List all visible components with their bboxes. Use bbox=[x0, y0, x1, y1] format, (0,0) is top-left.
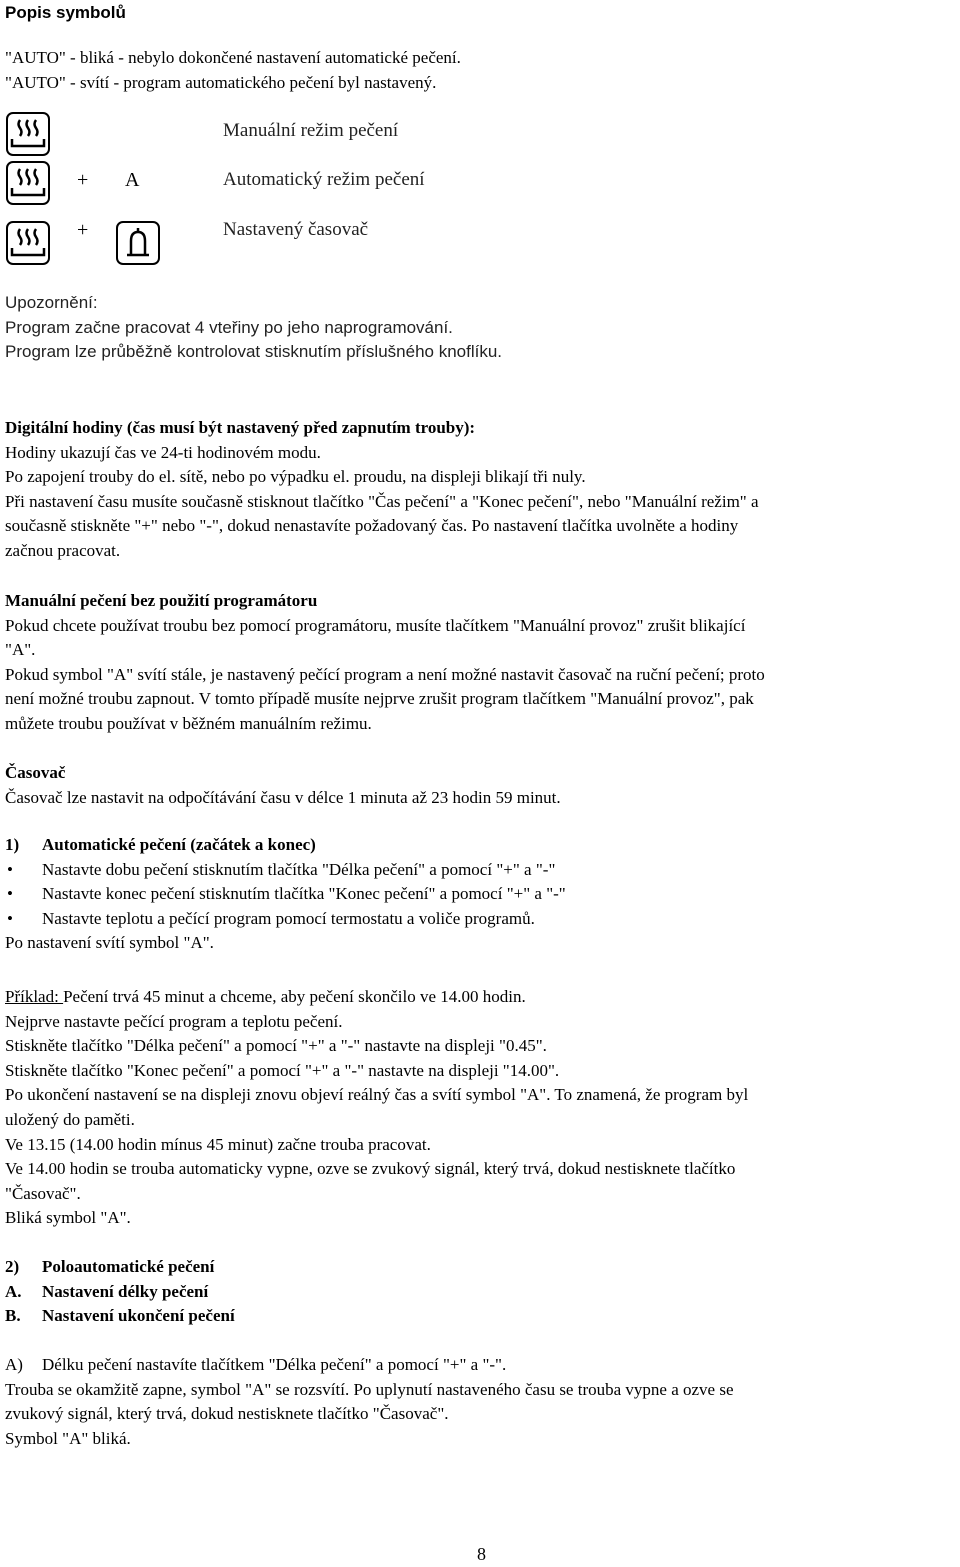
item-label: A) bbox=[5, 1355, 23, 1374]
example-text: Pečení trvá 45 minut a chceme, aby pečení skončilo ve 14.00 hodin. bbox=[63, 987, 526, 1006]
list-item-text: Nastavte teplotu a pečící program pomocí termostatu a voliče programů. bbox=[42, 908, 535, 928]
auto-note-line: "AUTO" - svítí - program automatického pečení byl nastavený. bbox=[5, 72, 437, 92]
timer-line: Časovač lze nastavit na odpočítávání času v délce 1 minuta až 23 hodin 59 minut. bbox=[5, 787, 561, 807]
manual-line: není možné troubu zapnout. V tomto případě musíte nejprve zrušit program tlačítkem "Manuální provoz", pak bbox=[5, 689, 754, 709]
example-section bbox=[5, 985, 748, 1231]
manual-heading: Manuální pečení bez použití programátoru bbox=[5, 591, 318, 610]
auto-after-text: Po nastavení svítí symbol "A". bbox=[5, 933, 214, 953]
list-item bbox=[5, 858, 955, 883]
oven-heat-icon bbox=[5, 111, 51, 157]
semi-heading bbox=[5, 1255, 605, 1280]
oven-heat-icon bbox=[5, 220, 51, 266]
auto-section bbox=[5, 833, 955, 956]
symbol-label: Automatický režim pečení bbox=[223, 169, 425, 190]
semi-headings bbox=[5, 1255, 605, 1329]
item-text: Délku pečení nastavíte tlačítkem "Délka pečení" a pomocí "+" a "-". bbox=[42, 1355, 507, 1374]
example-line: Bliká symbol "A". bbox=[5, 1208, 131, 1228]
clock-heading: Digitální hodiny (čas musí být nastavený před zapnutím trouby): bbox=[5, 418, 476, 437]
clock-line: současně stiskněte "+" nebo "-", dokud nenastavíte požadovaný čas. Po nastavení tlačítka uvolněte a hodiny bbox=[5, 516, 739, 536]
manual-line: můžete troubu používat v běžném manuálním režimu. bbox=[5, 713, 372, 733]
section-number: A. bbox=[5, 1281, 22, 1301]
plus-sign: + bbox=[77, 219, 89, 241]
page-number: 8 bbox=[477, 1544, 486, 1564]
clock-section bbox=[5, 416, 759, 564]
bullet: • bbox=[7, 859, 13, 879]
symbol-label: Nastavený časovač bbox=[223, 219, 369, 240]
section-title: Nastavení délky pečení bbox=[42, 1281, 209, 1301]
list-item-text: Nastavte konec pečení stisknutím tlačítka "Konec pečení" a pomocí "+" a "-" bbox=[42, 884, 566, 904]
semi-text bbox=[5, 1353, 955, 1451]
symbol-label: Manuální režim pečení bbox=[223, 120, 399, 141]
bullet: • bbox=[7, 908, 13, 928]
symbol-row-auto bbox=[5, 160, 605, 210]
example-line: Ve 13.15 (14.00 hodin mínus 45 minut) začne trouba pracovat. bbox=[5, 1134, 431, 1154]
semi-a-line bbox=[5, 1353, 955, 1378]
semi-heading bbox=[5, 1304, 605, 1329]
manual-line: Pokud chcete používat troubu bez pomocí programátoru, musíte tlačítkem "Manuální provoz" zrušit blikající bbox=[5, 615, 746, 635]
plus-sign: + bbox=[77, 169, 89, 191]
clock-line: začnou pracovat. bbox=[5, 540, 121, 560]
manual-line: "A". bbox=[5, 640, 36, 660]
timer-heading: Časovač bbox=[5, 763, 66, 782]
list-item bbox=[5, 907, 955, 932]
section-number: 2) bbox=[5, 1257, 20, 1276]
list-item bbox=[5, 882, 955, 907]
bell-icon bbox=[115, 220, 161, 266]
example-line: Stiskněte tlačítko "Délka pečení" a pomocí "+" a "-" nastavte na displeji "0.45". bbox=[5, 1036, 547, 1056]
timer-section bbox=[5, 761, 561, 810]
semi-line: Trouba se okamžitě zapne, symbol "A" se rozsvítí. Po uplynutí nastaveného času se trouba vypne a ozve se bbox=[5, 1379, 734, 1399]
semi-line: zvukový signál, který trvá, dokud nestisknete tlačítko "Časovač". bbox=[5, 1404, 449, 1424]
example-line: Ve 14.00 hodin se trouba automaticky vypne, ozve se zvukový signál, který trvá, dokud nestisknete tlačítko bbox=[5, 1159, 736, 1179]
example-line: Nejprve nastavte pečící program a teplotu pečení. bbox=[5, 1011, 343, 1031]
list-item-text: Nastavte dobu pečení stisknutím tlačítka "Délka pečení" a pomocí "+" a "-" bbox=[42, 859, 556, 879]
page-title: Popis symbolů bbox=[5, 3, 126, 22]
section-number: 1) bbox=[5, 835, 20, 854]
example-label: Příklad: bbox=[5, 987, 64, 1006]
bullet: • bbox=[7, 884, 13, 904]
section-number: B. bbox=[5, 1306, 21, 1326]
section-title: Nastavení ukončení pečení bbox=[42, 1306, 235, 1326]
semi-line: Symbol "A" bliká. bbox=[5, 1428, 131, 1448]
semi-heading bbox=[5, 1280, 605, 1305]
section-title: Poloautomatické pečení bbox=[42, 1257, 215, 1276]
warning-line: Program začne pracovat 4 vteřiny po jeho naprogramování. bbox=[5, 317, 453, 337]
warning-heading: Upozornění: bbox=[5, 293, 98, 312]
warning-line: Program lze průběžně kontrolovat stisknutím příslušného knoflíku. bbox=[5, 342, 503, 362]
example-line: uložený do paměti. bbox=[5, 1109, 135, 1129]
auto-heading bbox=[5, 833, 955, 858]
auto-notes bbox=[5, 46, 461, 95]
manual-section bbox=[5, 589, 765, 737]
warning-section bbox=[5, 291, 502, 365]
clock-line: Hodiny ukazují čas ve 24-ti hodinovém modu. bbox=[5, 442, 321, 462]
section-title: Automatické pečení (začátek a konec) bbox=[42, 835, 316, 854]
symbol-row-manual bbox=[5, 111, 605, 161]
example-line: "Časovač". bbox=[5, 1183, 81, 1203]
auto-letter: A bbox=[125, 169, 140, 191]
symbol-row-timer bbox=[5, 220, 605, 270]
clock-line: Po zapojení trouby do el. sítě, nebo po výpadku el. proudu, na displeji blikají tři nuly. bbox=[5, 467, 586, 487]
example-first-line bbox=[5, 985, 748, 1010]
manual-line: Pokud symbol "A" svítí stále, je nastavený pečící program a není možné nastavit časovač na ruční pečení; proto bbox=[5, 664, 765, 684]
auto-note-line: "AUTO" - bliká - nebylo dokončené nastavení automatické pečení. bbox=[5, 48, 461, 67]
oven-heat-icon bbox=[5, 160, 51, 206]
example-line: Po ukončení nastavení se na displeji znovu objeví reálný čas a svítí symbol "A". To znamená, že program byl bbox=[5, 1085, 749, 1105]
clock-line: Při nastavení času musíte současně stisknout tlačítko "Čas pečení" a "Konec pečení", nebo "Manuální režim" a bbox=[5, 491, 759, 511]
example-line: Stiskněte tlačítko "Konec pečení" a pomocí "+" a "-" nastavte na displeji "14.00". bbox=[5, 1060, 560, 1080]
